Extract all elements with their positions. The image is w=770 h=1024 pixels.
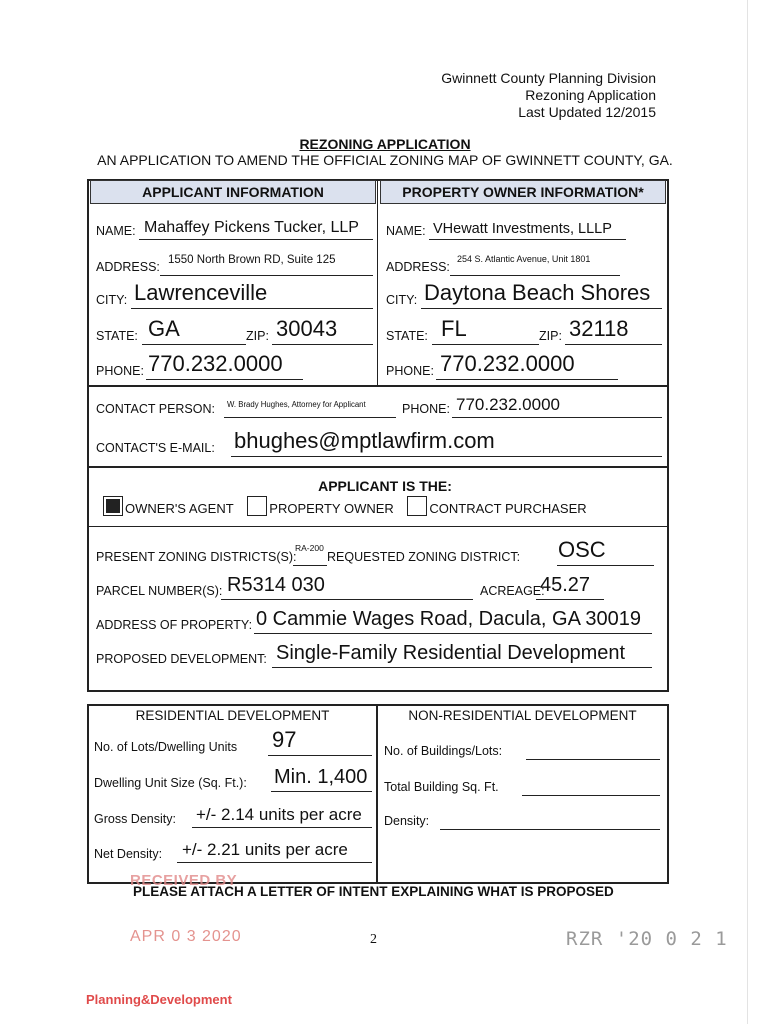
nonres-density-label: Density: bbox=[384, 814, 430, 828]
contact-person-label: CONTACT PERSON: bbox=[96, 402, 215, 416]
requested-zoning-line bbox=[557, 565, 654, 566]
property-owner-label: PROPERTY OWNER bbox=[269, 501, 394, 516]
owner-name-value: VHewatt Investments, LLLP bbox=[433, 221, 612, 237]
total-sqft-label: Total Building Sq. Ft. bbox=[384, 780, 499, 794]
buildings-label: No. of Buildings/Lots: bbox=[384, 744, 503, 758]
parcel-value: R5314 030 bbox=[227, 574, 325, 596]
letter-of-intent-note: PLEASE ATTACH A LETTER OF INTENT EXPLAINING WHAT IS PROPOSED bbox=[133, 884, 614, 899]
contact-email-line bbox=[231, 456, 662, 457]
owner-phone-line bbox=[436, 379, 618, 380]
property-owner-checkbox[interactable] bbox=[247, 496, 267, 516]
unit-size-value: Min. 1,400 bbox=[274, 766, 368, 788]
applicant-zip-line bbox=[272, 344, 373, 345]
net-density-value: +/- 2.21 units per acre bbox=[182, 840, 348, 859]
parcel-label: PARCEL NUMBER(S): bbox=[96, 584, 223, 598]
contact-phone-value: 770.232.0000 bbox=[456, 395, 560, 414]
nonresidential-heading: NON-RESIDENTIAL DEVELOPMENT bbox=[408, 708, 637, 723]
owner-name-label: NAME: bbox=[386, 224, 426, 238]
applicant-state-label: STATE: bbox=[96, 329, 138, 343]
owner-address-field[interactable] bbox=[386, 244, 620, 276]
contact-person-value: W. Brady Hughes, Attorney for Applicant bbox=[227, 400, 366, 409]
applicant-phone-field[interactable] bbox=[96, 349, 303, 380]
applicant-state-field[interactable] bbox=[96, 314, 246, 345]
applicant-name-line bbox=[139, 239, 373, 240]
parcel-field[interactable] bbox=[96, 570, 604, 600]
acreage-value: 45.27 bbox=[540, 574, 591, 596]
owners-agent-checkbox[interactable] bbox=[103, 496, 123, 516]
applicant-address-value: 1550 North Brown RD, Suite 125 bbox=[168, 254, 336, 266]
header-division: Gwinnett County Planning Division bbox=[441, 70, 656, 86]
requested-zoning-label: REQUESTED ZONING DISTRICT: bbox=[327, 550, 521, 564]
acreage-label: ACREAGE: bbox=[480, 584, 545, 598]
applicant-city-line bbox=[131, 308, 373, 309]
owner-phone-label: PHONE: bbox=[386, 364, 434, 378]
case-number-stamp: RZR '20 0 2 1 bbox=[566, 928, 728, 950]
applicant-is-heading: APPLICANT IS THE: bbox=[318, 478, 452, 494]
owner-zip-label: ZIP: bbox=[539, 329, 562, 343]
unit-size-field[interactable] bbox=[94, 762, 372, 792]
proposed-development-value: Single-Family Residential Development bbox=[276, 642, 626, 664]
contact-phone-field[interactable] bbox=[402, 392, 662, 418]
header-form-name: Rezoning Application bbox=[525, 87, 656, 103]
applicant-heading: APPLICANT INFORMATION bbox=[90, 180, 376, 204]
lots-field[interactable] bbox=[94, 726, 372, 756]
present-zoning-value: RA-200 bbox=[295, 543, 324, 553]
applicant-phone-line bbox=[146, 379, 303, 380]
total-sqft-field[interactable] bbox=[384, 772, 660, 796]
unit-size-line bbox=[271, 791, 372, 792]
contact-phone-label: PHONE: bbox=[402, 402, 450, 416]
proposed-development-field[interactable] bbox=[96, 638, 652, 668]
owner-phone-value: 770.232.0000 bbox=[440, 351, 575, 376]
contract-purchaser-checkbox[interactable] bbox=[407, 496, 427, 516]
unit-size-label: Dwelling Unit Size (Sq. Ft.): bbox=[94, 776, 247, 790]
owner-state-value: FL bbox=[441, 316, 467, 341]
buildings-field[interactable] bbox=[384, 736, 660, 760]
applicant-address-label: ADDRESS: bbox=[96, 260, 160, 274]
owner-name-line bbox=[429, 239, 626, 240]
document-header bbox=[441, 70, 656, 121]
gross-density-value: +/- 2.14 units per acre bbox=[196, 805, 362, 824]
page-title: REZONING APPLICATION bbox=[299, 136, 471, 152]
received-date-stamp: APR 0 3 2020 bbox=[130, 928, 242, 945]
property-address-value: 0 Cammie Wages Road, Dacula, GA 30019 bbox=[256, 608, 642, 630]
page-number: 2 bbox=[370, 932, 377, 947]
gross-density-label: Gross Density: bbox=[94, 812, 176, 826]
present-zoning-line bbox=[293, 565, 327, 566]
applicant-name-value: Mahaffey Pickens Tucker, LLP bbox=[144, 219, 359, 236]
contact-person-field[interactable] bbox=[96, 392, 396, 418]
property-address-label: ADDRESS OF PROPERTY: bbox=[96, 618, 253, 632]
parcel-line bbox=[221, 599, 473, 600]
owner-city-value: Daytona Beach Shores bbox=[424, 280, 651, 305]
lots-label: No. of Lots/Dwelling Units bbox=[94, 740, 238, 754]
gross-density-field[interactable] bbox=[94, 798, 372, 828]
net-density-line bbox=[177, 862, 372, 863]
property-address-field[interactable] bbox=[96, 604, 652, 634]
header-updated: Last Updated 12/2015 bbox=[518, 104, 656, 120]
owner-city-label: CITY: bbox=[386, 293, 418, 307]
acreage-line bbox=[536, 599, 604, 600]
owner-state-field[interactable] bbox=[386, 314, 539, 345]
owner-city-line bbox=[421, 308, 662, 309]
contact-email-field[interactable] bbox=[96, 425, 662, 457]
buildings-line bbox=[526, 759, 660, 760]
applicant-state-value: GA bbox=[148, 316, 180, 341]
applicant-name-label: NAME: bbox=[96, 224, 136, 238]
owner-phone-field[interactable] bbox=[386, 349, 618, 380]
section-divider bbox=[377, 181, 378, 386]
owner-state-line bbox=[432, 344, 539, 345]
department-stamp: Planning&Development bbox=[86, 992, 232, 1007]
contract-purchaser-label: CONTRACT PURCHASER bbox=[429, 501, 587, 516]
net-density-field[interactable] bbox=[94, 833, 372, 863]
applicant-type-options bbox=[103, 496, 597, 516]
lots-line bbox=[268, 755, 372, 756]
residential-heading: RESIDENTIAL DEVELOPMENT bbox=[135, 708, 330, 723]
gross-density-line bbox=[192, 827, 372, 828]
contact-person-line bbox=[224, 417, 396, 418]
net-density-label: Net Density: bbox=[94, 847, 163, 861]
owner-address-value: 254 S. Atlantic Avenue, Unit 1801 bbox=[457, 254, 591, 264]
owner-heading: PROPERTY OWNER INFORMATION* bbox=[380, 180, 666, 204]
contact-divider bbox=[88, 385, 668, 387]
owner-zip-value: 32118 bbox=[569, 316, 629, 341]
proposed-development-label: PROPOSED DEVELOPMENT: bbox=[96, 652, 267, 666]
applicant-state-line bbox=[142, 344, 246, 345]
owner-zip-field[interactable] bbox=[539, 314, 662, 345]
proposed-development-line bbox=[272, 667, 652, 668]
nonres-density-field[interactable] bbox=[384, 806, 660, 830]
contact-email-value: bhughes@mptlawfirm.com bbox=[234, 428, 495, 453]
owner-city-field[interactable] bbox=[386, 279, 662, 309]
applicant-zip-label: ZIP: bbox=[246, 329, 269, 343]
contact-email-label: CONTACT'S E-MAIL: bbox=[96, 441, 215, 455]
applicant-city-label: CITY: bbox=[96, 293, 128, 307]
page-subtitle: AN APPLICATION TO AMEND THE OFFICIAL ZONING MAP OF GWINNETT COUNTY, GA. bbox=[97, 152, 673, 168]
received-by-stamp: RECEIVED BY bbox=[130, 872, 238, 889]
owner-address-label: ADDRESS: bbox=[386, 260, 450, 274]
owner-state-label: STATE: bbox=[386, 329, 428, 343]
applicant-address-field[interactable] bbox=[96, 244, 373, 276]
property-address-line bbox=[254, 633, 652, 634]
present-zoning-field[interactable] bbox=[96, 536, 654, 566]
present-zoning-label: PRESENT ZONING DISTRICTS(S): bbox=[96, 550, 297, 564]
applicant-zip-field[interactable] bbox=[246, 314, 373, 345]
lots-value: 97 bbox=[272, 727, 297, 752]
contact-phone-line bbox=[452, 417, 662, 418]
zoning-divider bbox=[88, 526, 668, 527]
requested-zoning-value: OSC bbox=[558, 537, 606, 562]
applicant-phone-value: 770.232.0000 bbox=[148, 351, 283, 376]
owner-zip-line bbox=[565, 344, 662, 345]
applicant-name-field[interactable] bbox=[96, 208, 373, 240]
applicant-phone-label: PHONE: bbox=[96, 364, 144, 378]
development-divider bbox=[376, 705, 378, 883]
owner-name-field[interactable] bbox=[386, 208, 626, 240]
owner-address-line bbox=[450, 275, 620, 276]
applicant-city-field[interactable] bbox=[96, 279, 373, 309]
applicant-city-value: Lawrenceville bbox=[134, 280, 268, 305]
nonres-density-line bbox=[440, 829, 660, 830]
applicant-zip-value: 30043 bbox=[276, 316, 338, 341]
applicant-address-line bbox=[160, 275, 373, 276]
total-sqft-line bbox=[522, 795, 660, 796]
owners-agent-label: OWNER'S AGENT bbox=[125, 501, 234, 516]
